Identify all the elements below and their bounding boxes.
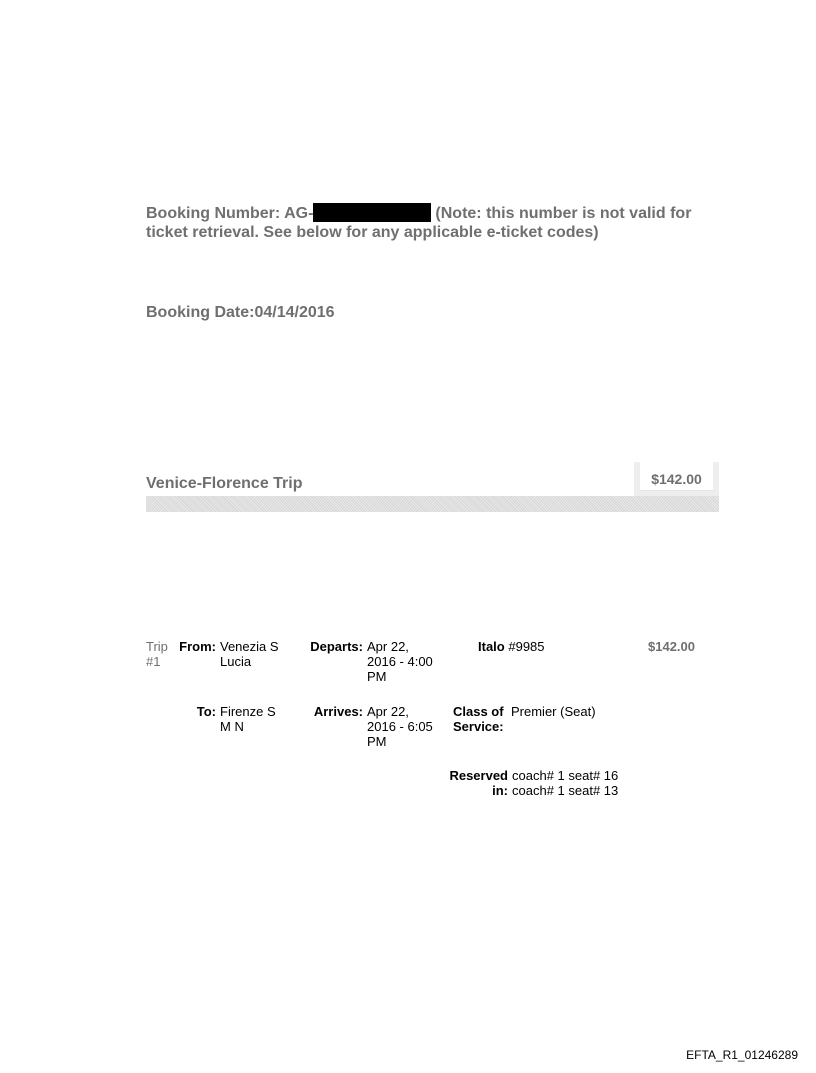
departs-line2: 2016 - 4:00	[367, 654, 433, 669]
booking-date-label: Booking Date:	[146, 304, 255, 321]
to-label: To:	[196, 704, 216, 719]
arrives-label: Arrives:	[313, 704, 363, 719]
departs-label: Departs:	[310, 639, 363, 654]
arrives-line2: 2016 - 6:05	[367, 719, 433, 734]
trip-label: Trip	[146, 639, 168, 654]
reserved-label-line2: in:	[492, 783, 508, 798]
class-label-line1: Class of	[453, 704, 504, 719]
booking-date	[146, 303, 335, 322]
departs-line3: PM	[367, 669, 387, 684]
to-value-line2: M N	[220, 719, 244, 734]
trip-title: Venice-Florence Trip	[146, 475, 303, 492]
trip-header	[146, 462, 719, 514]
booking-number	[146, 203, 736, 242]
from-value-line2: Lucia	[220, 654, 252, 669]
redaction-block	[313, 203, 431, 222]
from-value-line1: Venezia S	[220, 639, 279, 654]
itinerary-price: $142.00	[648, 639, 695, 654]
reserved-value-line2: coach# 1 seat# 13	[512, 783, 619, 798]
trip-price-cell	[640, 462, 713, 491]
trip-price: $142.00	[651, 471, 702, 487]
carrier-label: Italo	[478, 639, 505, 654]
to-value-line1: Firenze S	[220, 704, 276, 719]
class-label-line2: Service:	[453, 719, 504, 734]
class-value: Premier (Seat)	[511, 704, 596, 719]
departs-line1: Apr 22,	[367, 639, 409, 654]
arrives-line3: PM	[367, 734, 387, 749]
trip-number: #1	[146, 654, 161, 669]
carrier	[478, 639, 545, 654]
reserved-value-line1: coach# 1 seat# 16	[512, 768, 619, 783]
arrives-line1: Apr 22,	[367, 704, 409, 719]
document-id: EFTA_R1_01246289	[686, 1048, 798, 1062]
from-label: From:	[179, 639, 216, 654]
trip-divider-bar	[146, 496, 719, 512]
booking-number-note: (Note: this number is not valid for ticket retrieval. See below for any applicable e-ticket codes)	[146, 205, 692, 241]
booking-number-label: Booking Number: AG-	[146, 205, 314, 222]
booking-date-value: 04/14/2016	[254, 304, 335, 321]
trip-price-box	[634, 462, 719, 496]
reserved-label-line1: Reserved	[449, 768, 508, 783]
carrier-number: #9985	[508, 639, 545, 654]
